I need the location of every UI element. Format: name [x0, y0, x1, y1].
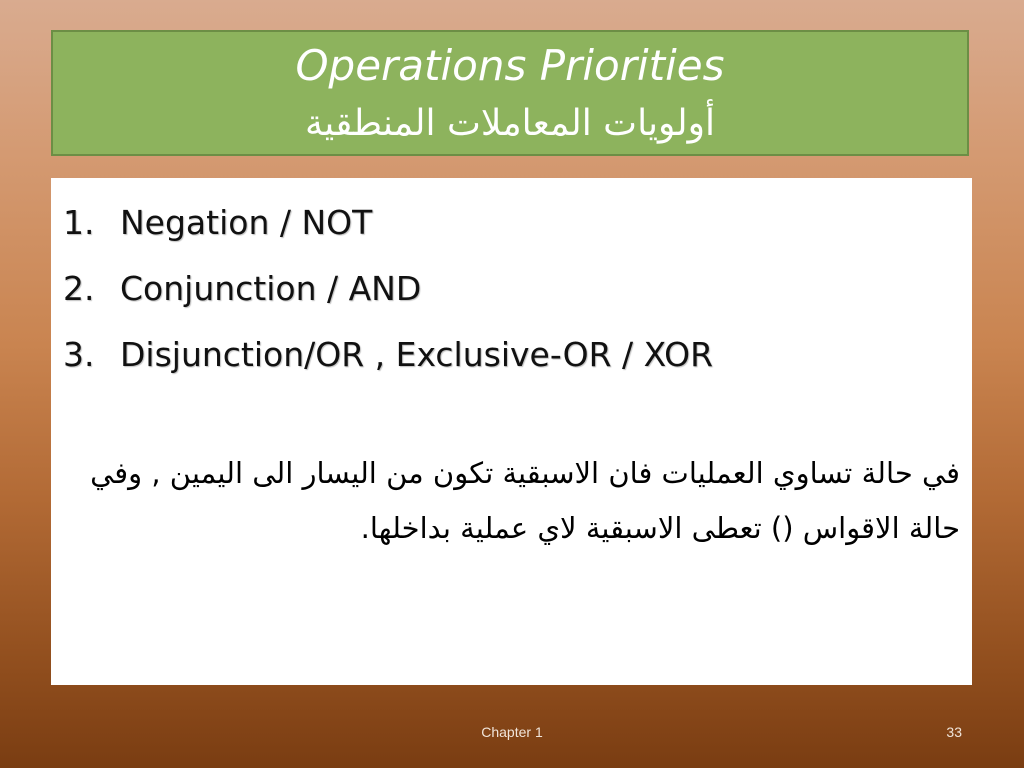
arabic-note: في حالة تساوي العمليات فان الاسبقية تكون من اليسار الى اليمين , وفي حالة الاقواس () تعطى الاسبقية لاي عملية بداخلها. — [90, 456, 960, 545]
list-text: Conjunction / AND — [120, 269, 422, 308]
slide-title-arabic: أولويات المعاملات المنطقية — [304, 103, 716, 144]
footer-chapter: Chapter 1 — [481, 724, 543, 740]
priority-item-not — [63, 190, 713, 256]
list-number: 3. — [63, 335, 95, 374]
slide-title-box — [51, 30, 969, 156]
list-text: Negation / NOT — [120, 203, 373, 242]
page-number: 33 — [946, 724, 962, 740]
list-number: 1. — [63, 203, 95, 242]
priority-item-or-xor — [63, 322, 713, 388]
priority-list — [63, 190, 713, 388]
list-text: Disjunction/OR , Exclusive-OR / XOR — [120, 335, 714, 374]
slide-title-english: Operations Priorities — [295, 41, 725, 90]
list-number: 2. — [63, 269, 95, 308]
priority-item-and — [63, 256, 713, 322]
slide-content-box — [51, 178, 972, 685]
